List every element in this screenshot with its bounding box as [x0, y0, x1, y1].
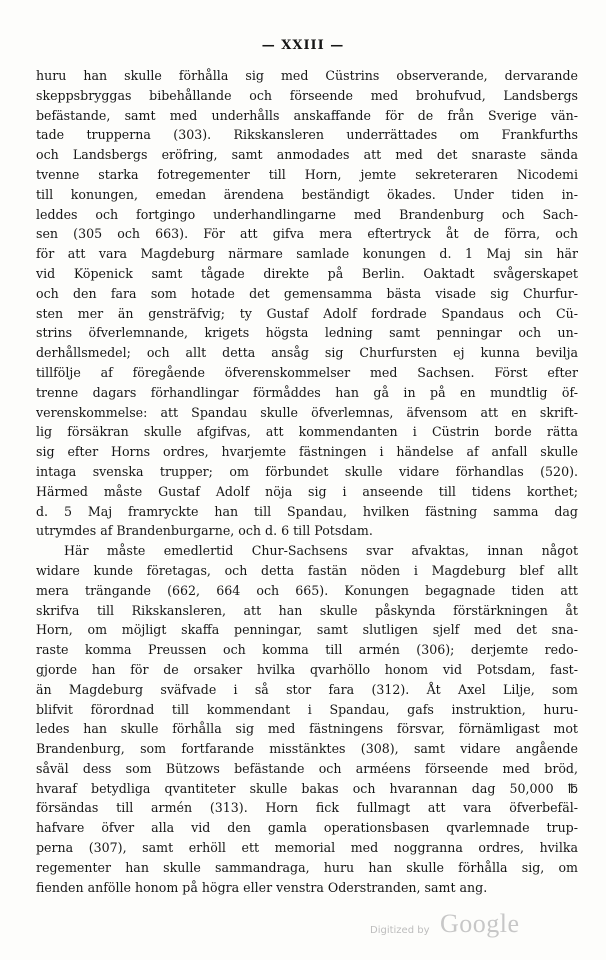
text-line: såväl dess som Bützows befästande och arméens förseende med bröd, [36, 760, 578, 776]
text-line: Horn, om möjligt skaffa penningar, samt slutligen sjelf med det sna- [36, 622, 578, 638]
text-line: till konungen, emedan ärendena beständigt ökades. Under tiden in- [36, 186, 578, 202]
text-line: skeppsbryggas bibehållande och förseende med brohufvud, Landsbergs [36, 87, 578, 103]
text-line: och Landsbergs eröfring, samt anmodades att med det snaraste sända [36, 147, 578, 163]
text-line: och den fara som hotade det gemensamma bästa visade sig Churfur- [36, 285, 578, 301]
text-line: d. 5 Maj framryckte han till Spandau, hvilken fästning samma dag [36, 503, 578, 519]
text-line: blifvit förordnad till kommendant i Spandau, gafs instruktion, huru- [36, 701, 578, 717]
text-line: widare kunde företagas, och detta fastän nöden i Magdeburg blef allt [36, 562, 578, 578]
text-line: för att vara Magdeburg närmare samlade konungen d. 1 Maj sin här [36, 246, 578, 262]
text-line: lig försäkran skulle afgifvas, att kommendanten i Cüstrin borde rätta [36, 424, 578, 440]
text-line: raste komma Preussen och komma till armén (306); derjemte redo- [36, 642, 578, 658]
text-line: perna (307), samt erhöll ett memorial med noggranna ordres, hvilka [36, 840, 578, 856]
digitized-watermark [318, 909, 588, 949]
text-line: befästande, samt med underhålls anskaffande för de från Sverige vän- [36, 107, 578, 123]
text-line: tade trupperna (303). Rikskansleren underrättades om Frankfurths [36, 127, 578, 143]
text-line: trenne dagars förhandlingar förmåddes han gå in på en mundtlig öf- [36, 384, 578, 400]
text-line: hafvare öfver alla vid den gamla operationsbasen qvarlemnade trup- [36, 820, 578, 836]
text-line: derhållsmedel; och allt detta ansåg sig Churfursten ej kunna bevilja [36, 345, 578, 361]
text-line: intaga svenska trupper; om förbundet skulle vidare förhandlas (520). [36, 463, 578, 479]
text-line: sig efter Horns ordres, hvarjemte fästningen i händelse af anfall skulle [36, 444, 578, 460]
text-line: hvaraf betydliga qvantiteter skulle bakas och hvarannan dag 50,000 ℔ [36, 780, 578, 796]
text-line: ledes han skulle förhålla sig med fästningens försvar, förnämligast mot [36, 721, 578, 737]
text-line: skrifva till Rikskansleren, att han skulle påskynda förstärkningen åt [36, 602, 578, 618]
text-line: mera trängande (662, 664 och 665). Konungen begagnade tiden att [36, 582, 578, 598]
body-text [36, 66, 578, 897]
digitized-label: Digitized by [370, 925, 430, 936]
text-line: gjorde han för de orsaker hvilka qvarhöllo honom vid Potsdam, fast- [36, 661, 578, 677]
text-line: verenskommelse: att Spandau skulle öfverlemnas, äfvensom att en skrift- [36, 404, 578, 420]
text-line: strins öfverlemnande, krigets högsta ledning samt penningar och un- [36, 325, 578, 341]
page-number: — XXIII — [261, 38, 345, 53]
text-line: tillfölje af föregående öfverenskommelser med Sachsen. Först efter [36, 364, 578, 380]
text-line: utrymdes af Brandenburgarne, och d. 6 till Potsdam. [36, 523, 373, 539]
text-line: tvenne starka fotregementer till Horn, jemte sekreteraren Nicodemi [36, 166, 578, 182]
text-line: Här måste emedlertid Chur-Sachsens svar afvaktas, innan något [64, 543, 578, 559]
text-line: regementer han skulle sammandraga, huru han skulle förhålla sig, om [36, 859, 578, 875]
text-line: än Magdeburg sväfvade i så stor fara (312). Åt Axel Lilje, som [36, 681, 578, 697]
text-line: försändas till armén (313). Horn fick fullmagt att vara öfverbefäl- [36, 800, 578, 816]
text-line: leddes och fortgingo underhandlingarne med Brandenburg och Sach- [36, 206, 578, 222]
text-line: sten mer än gensträfvig; ty Gustaf Adolf fordrade Spandaus och Cü- [36, 305, 578, 321]
text-line: Härmed måste Gustaf Adolf nöja sig i anseende till tidens korthet; [36, 483, 578, 499]
google-logo: Google [440, 909, 520, 938]
text-line: fienden anfölle honom på högra eller venstra Oderstranden, samt ang. [36, 879, 488, 895]
text-line: huru han skulle förhålla sig med Cüstrins observerande, dervarande [36, 68, 578, 83]
text-line: Brandenburg, som fortfarande misstänktes (308), samt vidare angående [36, 741, 578, 757]
text-line: sen (305 och 663). För att gifva mera eftertryck åt de förra, och [36, 226, 578, 242]
text-line: vid Köpenick samt tågade direkte på Berlin. Oaktadt svågerskapet [36, 265, 578, 281]
